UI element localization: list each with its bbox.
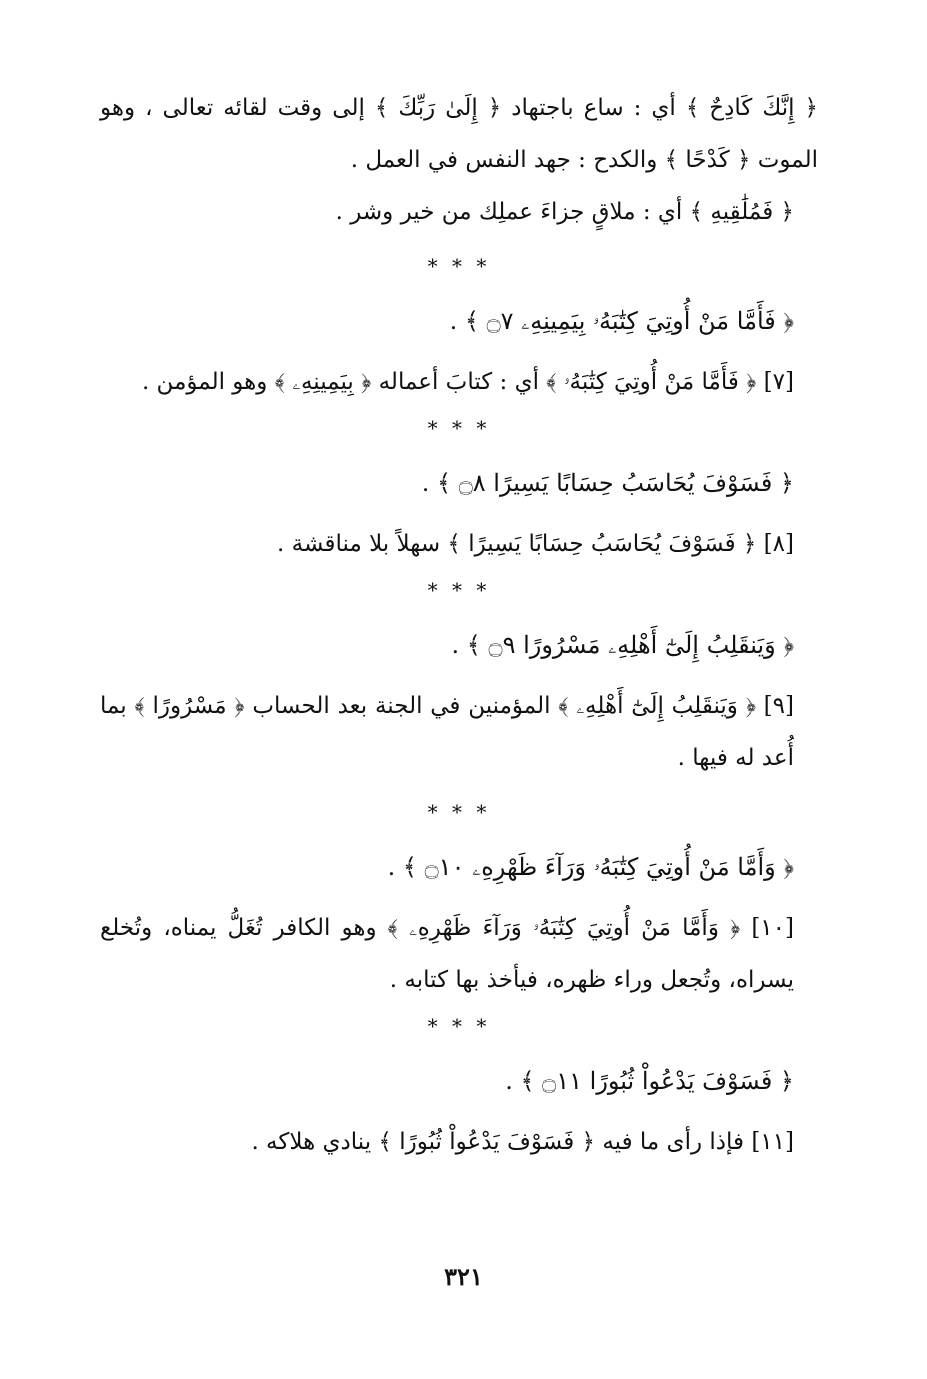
verse-10: ﴿ وَأَمَّا مَنْ أُوتِيَ كِتَٰبَهُۥ وَرَآءَ ظَهْرِهِۦ ۝١٠ ﴾ . [387, 853, 794, 881]
commentary-8: [٨] ﴿ فَسَوْفَ يُحَاسَبُ حِسَابًا يَسِيرًا ﴾ سهلاً بلا مناقشة . [277, 531, 794, 557]
paragraph-kadih: ﴿ إِنَّكَ كَادِحٌ ﴾ أي : ساع باجتهاد ﴿ إِلَىٰ رَبِّكَ ﴾ إلى وقت لقائه تعالى ، وهو الموت ﴿ كَدْحًا ﴾ والكدح : جهد النفس في العمل . [100, 95, 818, 173]
section-divider: * * * [427, 1014, 491, 1038]
page-body [100, 82, 818, 1168]
page-number: ٣٢١ [444, 1262, 483, 1291]
section-divider: * * * [427, 800, 491, 824]
section-divider: * * * [427, 416, 491, 440]
commentary-9: [٩] ﴿ وَيَنقَلِبُ إِلَىٰٓ أَهْلِهِۦ ﴾ المؤمنين في الجنة بعد الحساب ﴿ مَسْرُورًا ﴾ بما أُعد له فيها . [100, 693, 794, 771]
commentary-11: [١١] فإذا رأى ما فيه ﴿ فَسَوْفَ يَدْعُواْ ثُبُورًا ﴾ ينادي هلاكه . [251, 1129, 794, 1155]
verse-11: ﴿ فَسَوْفَ يَدْعُواْ ثُبُورًا ۝١١ ﴾ . [505, 1067, 794, 1095]
commentary-10: [١٠] ﴿ وَأَمَّا مَنْ أُوتِيَ كِتَٰبَهُۥ وَرَآءَ ظَهْرِهِۦ ﴾ وهو الكافر تُغَلُّ يمناه، وتُخلع يسراه، وتُجعل وراء ظهره، فيأخذ بها كتابه . [100, 915, 794, 993]
verse-9: ﴿ وَيَنقَلِبُ إِلَىٰٓ أَهْلِهِۦ مَسْرُورًا ۝٩ ﴾ . [451, 631, 794, 659]
section-divider: * * * [427, 578, 491, 602]
section-divider: * * * [427, 254, 491, 278]
verse-7: ﴿ فَأَمَّا مَنْ أُوتِيَ كِتَٰبَهُۥ بِيَمِينِهِۦ ۝٧ ﴾ . [449, 307, 794, 335]
verse-8: ﴿ فَسَوْفَ يُحَاسَبُ حِسَابًا يَسِيرًا ۝٨ ﴾ . [421, 469, 794, 497]
commentary-7: [٧] ﴿ فَأَمَّا مَنْ أُوتِيَ كِتَٰبَهُۥ ﴾ أي : كتابَ أعماله ﴿ بِيَمِينِهِۦ ﴾ وهو المؤمن . [141, 369, 794, 395]
paragraph-mulaqih: ﴿ فَمُلَٰقِيهِ ﴾ أي : ملاقٍ جزاءَ عملِك من خير وشر . [335, 199, 794, 225]
